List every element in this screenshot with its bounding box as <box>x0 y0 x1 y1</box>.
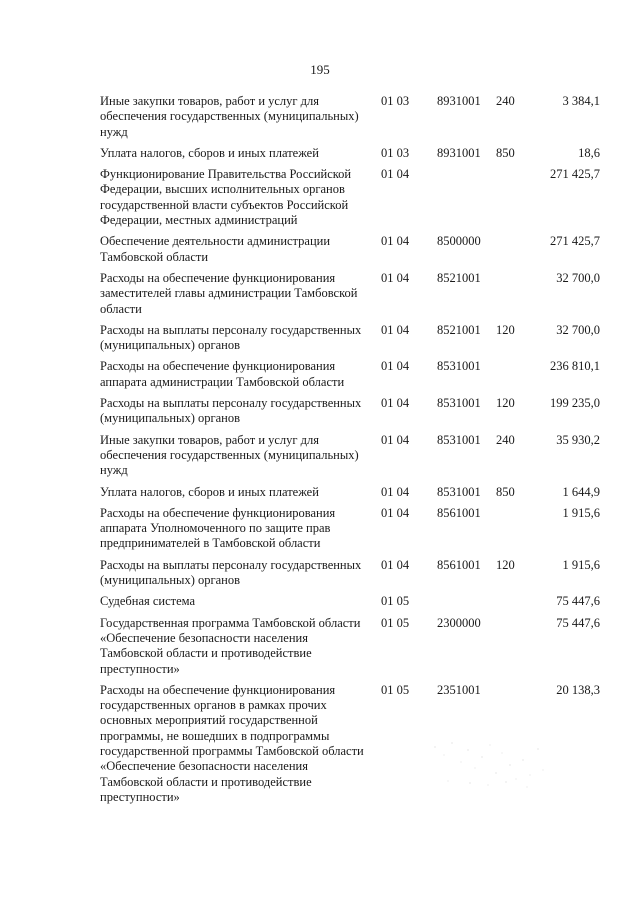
table-row <box>0 396 640 427</box>
table-row <box>0 234 640 265</box>
row-amount: 1 915,6 <box>562 557 600 572</box>
row-name: Обеспечение деятельности администрации Тамбовской области <box>100 234 331 264</box>
row-name: Расходы на выплаты персоналу государственных (муниципальных) органов <box>100 322 362 353</box>
row-amount: 32 700,0 <box>556 270 600 285</box>
row-section-code: 01 03 <box>381 145 410 160</box>
row-target-code: 8531001 <box>437 396 481 411</box>
row-target-code: 8531001 <box>437 359 481 374</box>
table-row <box>0 485 640 500</box>
row-expense-type: 240 <box>496 94 515 108</box>
row-section-code: 01 04 <box>381 359 410 374</box>
table-row <box>0 271 640 317</box>
table-row <box>0 594 640 609</box>
scan-noise <box>430 735 550 790</box>
row-target-code: 2300000 <box>437 615 481 630</box>
row-target-code: 8531001 <box>437 432 481 447</box>
row-target-code: 8521001 <box>437 270 481 285</box>
row-target-code: 8521001 <box>437 322 481 337</box>
row-expense-type: 120 <box>496 322 515 337</box>
row-name: Расходы на выплаты персоналу государственных (муниципальных) органов <box>100 557 362 588</box>
row-name: Государственная программа Тамбовской области «Обеспечение безопасности населения Тамбовской области и противодействие преступности» <box>100 615 361 676</box>
row-section-code: 01 04 <box>381 505 410 520</box>
table-row <box>0 146 640 161</box>
table-row <box>0 359 640 390</box>
row-amount: 3 384,1 <box>562 94 600 108</box>
row-name: Иные закупки товаров, работ и услуг для обеспечения государственных (муниципальных) нужд <box>100 432 359 478</box>
row-name: Расходы на обеспечение функционирования аппарата администрации Тамбовской области <box>100 359 345 389</box>
row-amount: 20 138,3 <box>556 682 600 697</box>
row-name: Уплата налогов, сборов и иных платежей <box>100 145 319 160</box>
row-section-code: 01 04 <box>381 432 410 447</box>
row-target-code: 8561001 <box>437 557 481 572</box>
row-name: Расходы на обеспечение функционирования заместителей главы администрации Тамбовской области <box>100 270 358 316</box>
row-amount: 75 447,6 <box>556 594 600 609</box>
row-section-code: 01 04 <box>381 484 410 499</box>
row-name: Расходы на выплаты персоналу государственных (муниципальных) органов <box>100 396 362 426</box>
row-amount: 1 644,9 <box>562 484 600 499</box>
row-target-code: 8931001 <box>437 94 481 108</box>
row-name: Расходы на обеспечение функционирования государственных органов в рамках прочих основных мероприятий государственной программы, не вошедших в подпрограммы государственной программы Тамбовской области «Обеспечение безопасности населения Тамбовской области и противодействие преступности» <box>100 682 364 804</box>
table-row <box>0 433 640 479</box>
row-name: Расходы на обеспечение функционирования аппарата Уполномоченного по защите прав предпринимателей в Тамбовской области <box>100 505 336 551</box>
row-amount: 236 810,1 <box>550 359 600 374</box>
row-target-code: 8531001 <box>437 484 481 499</box>
row-amount: 271 425,7 <box>550 234 600 249</box>
row-target-code: 8561001 <box>437 505 481 520</box>
row-target-code: 8500000 <box>437 234 481 249</box>
row-section-code: 01 04 <box>381 234 410 249</box>
table-row <box>0 94 640 140</box>
table-row <box>0 167 640 228</box>
row-section-code: 01 04 <box>381 557 410 572</box>
table-row <box>0 558 640 589</box>
row-section-code: 01 05 <box>381 682 410 697</box>
row-amount: 32 700,0 <box>556 322 600 337</box>
row-expense-type: 120 <box>496 557 515 572</box>
row-name: Уплата налогов, сборов и иных платежей <box>100 484 319 499</box>
row-name: Функционирование Правительства Российской Федерации, высших исполнительных органов государственной власти субъектов Российской Федерации, местных администраций <box>100 167 352 228</box>
row-amount: 35 930,2 <box>556 432 600 447</box>
row-amount: 199 235,0 <box>550 396 600 411</box>
row-amount: 1 915,6 <box>562 505 600 520</box>
row-section-code: 01 04 <box>381 322 410 337</box>
row-section-code: 01 05 <box>381 594 410 609</box>
row-section-code: 01 05 <box>381 615 410 630</box>
table-row <box>0 323 640 354</box>
row-amount: 271 425,7 <box>550 167 600 182</box>
row-amount: 18,6 <box>578 145 600 160</box>
row-expense-type: 120 <box>496 396 515 411</box>
page-number: 195 <box>310 62 330 77</box>
table-row <box>0 506 640 552</box>
row-target-code: 2351001 <box>437 682 481 697</box>
row-expense-type: 240 <box>496 432 515 447</box>
row-target-code: 8931001 <box>437 145 481 160</box>
row-section-code: 01 04 <box>381 167 410 182</box>
row-amount: 75 447,6 <box>556 615 600 630</box>
row-expense-type: 850 <box>496 484 515 499</box>
row-section-code: 01 03 <box>381 94 410 108</box>
row-section-code: 01 04 <box>381 396 410 411</box>
budget-table <box>0 94 640 811</box>
row-section-code: 01 04 <box>381 270 410 285</box>
row-name: Иные закупки товаров, работ и услуг для обеспечения государственных (муниципальных) нужд <box>100 94 359 139</box>
row-expense-type: 850 <box>496 145 515 160</box>
table-row <box>0 616 640 677</box>
row-name: Судебная система <box>100 594 196 609</box>
